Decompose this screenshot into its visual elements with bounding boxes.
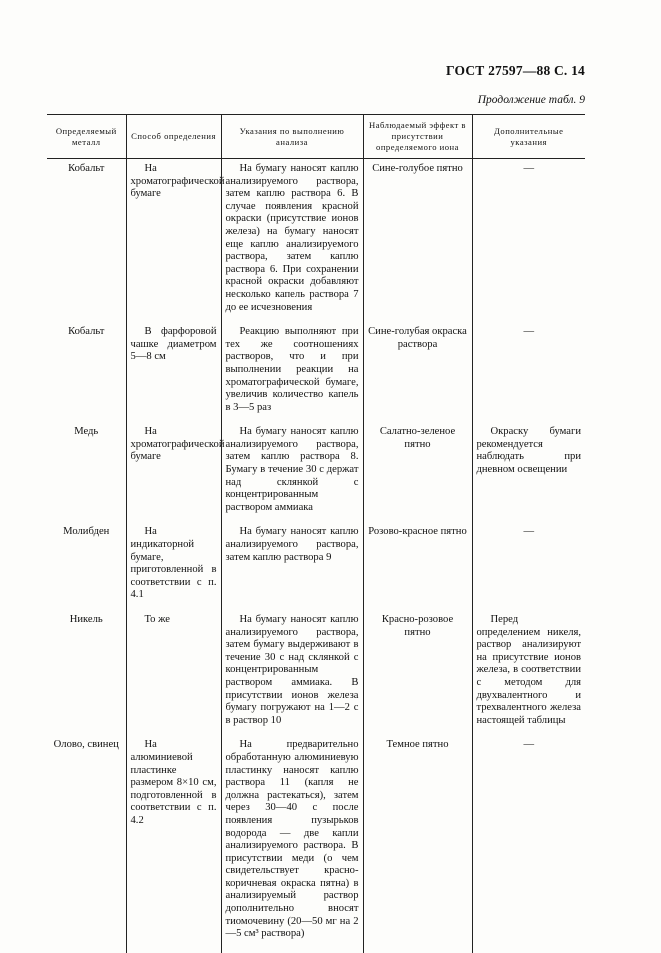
cell-notes: — [472,739,585,953]
cell-instructions: На предварительно обработанную алюминиевую пластинку наносят каплю раствора 11 (капля не должна растекаться), затем через 30—40 с после появления пузырьков водорода — две капли анализируемого раствора. В присутствии меди (о чем свидетельствует красно-коричневая окраска пятна) в анализируемый раствор дополнительно вносят тиомочевину (20—50 мг на 2—5 см³ раствора) [221,739,363,953]
cell-metal: Молибден [63,526,110,538]
table-row [47,739,585,953]
column-header-instructions: Указания по выполнению анализа [221,115,363,159]
cell-notes: — [472,326,585,426]
cell-notes: Окраску бумаги рекомендуется наблюдать при дневном освещении [472,426,585,526]
cell-effect: Темное пятно [363,739,472,953]
table-caption: Продолжение табл. 9 [477,94,585,106]
cell-method: На хроматографической бумаге [126,426,221,526]
cell-effect: Розово-красное пятно [363,526,472,614]
cell-instructions: На бумагу наносят каплю анализируемого раствора, затем каплю раствора 9 [221,526,363,614]
table-body [47,159,585,953]
document-code: ГОСТ 27597—88 С. 14 [446,63,585,78]
cell-effect: Салатно-зеленое пятно [363,426,472,526]
analysis-table [47,114,585,953]
cell-instructions: Реакцию выполняют при тех же соотношениях растворов, что и при выполнении реакции на хроматографической бумаге, увеличив количество капель в 3—5 раз [221,326,363,426]
cell-method: На хроматографической бумаге [126,159,221,327]
cell-method: На индикаторной бумаге, приготовленной в соответствии с п. 4.1 [126,526,221,614]
table-row [47,326,585,426]
cell-effect: Сине-голубая окраска раствора [363,326,472,426]
cell-metal: Кобальт [68,163,105,174]
cell-instructions: На бумагу наносят каплю анализируемого раствора, затем каплю раствора 8. Бумагу в течение 30 с держат над склянкой с концентрированным раствором аммиака [221,426,363,526]
cell-metal: Медь [74,426,99,438]
cell-notes: Перед определением никеля, раствор анализируют на присутствие ионов железа, в соответствии с методом для двухвалентного и трехвалентного железа настоящей таблицы [472,614,585,739]
cell-method: На алюминиевой пластинке размером 8×10 см, подготовленной в соответствии с п. 4.2 [126,739,221,953]
cell-metal: Олово, свинец [53,739,119,751]
cell-method: То же [126,614,221,739]
table-row [47,526,585,614]
table-header [47,115,585,159]
cell-metal: Кобальт [68,326,105,338]
column-header-effect: Наблюдаемый эффект в присутствии определяемого иона [363,115,472,159]
cell-notes: — [472,526,585,614]
cell-metal: Никель [69,614,103,625]
table-row [47,159,585,327]
cell-effect: Сине-голубое пятно [363,159,472,327]
cell-effect: Красно-розовое пятно [363,614,472,739]
cell-instructions: На бумагу наносят каплю анализируемого раствора, затем каплю раствора 6. В случае появления красной окраски (присутствие ионов железа) на бумагу наносят еще каплю анализируемого раствора, затем каплю раствора 6. При сохранении красной окраски добавляют несколько капель раствора 7 до ее исчезновения [221,159,363,327]
table-row [47,426,585,526]
cell-method: В фарфоровой чашке диаметром 5—8 см [126,326,221,426]
column-header-method: Способ определения [126,115,221,159]
cell-instructions: На бумагу наносят каплю анализируемого раствора, затем бумагу выдерживают в течение 30 с над склянкой с концентрированным раствором аммиака. В присутствии ионов железа бумагу погружают на 1—2 с в раствор 10 [221,614,363,739]
table-row [47,614,585,739]
column-header-notes: Дополнительные указания [472,115,585,159]
cell-notes: — [472,159,585,327]
column-header-metal: Определяемый металл [47,115,126,159]
